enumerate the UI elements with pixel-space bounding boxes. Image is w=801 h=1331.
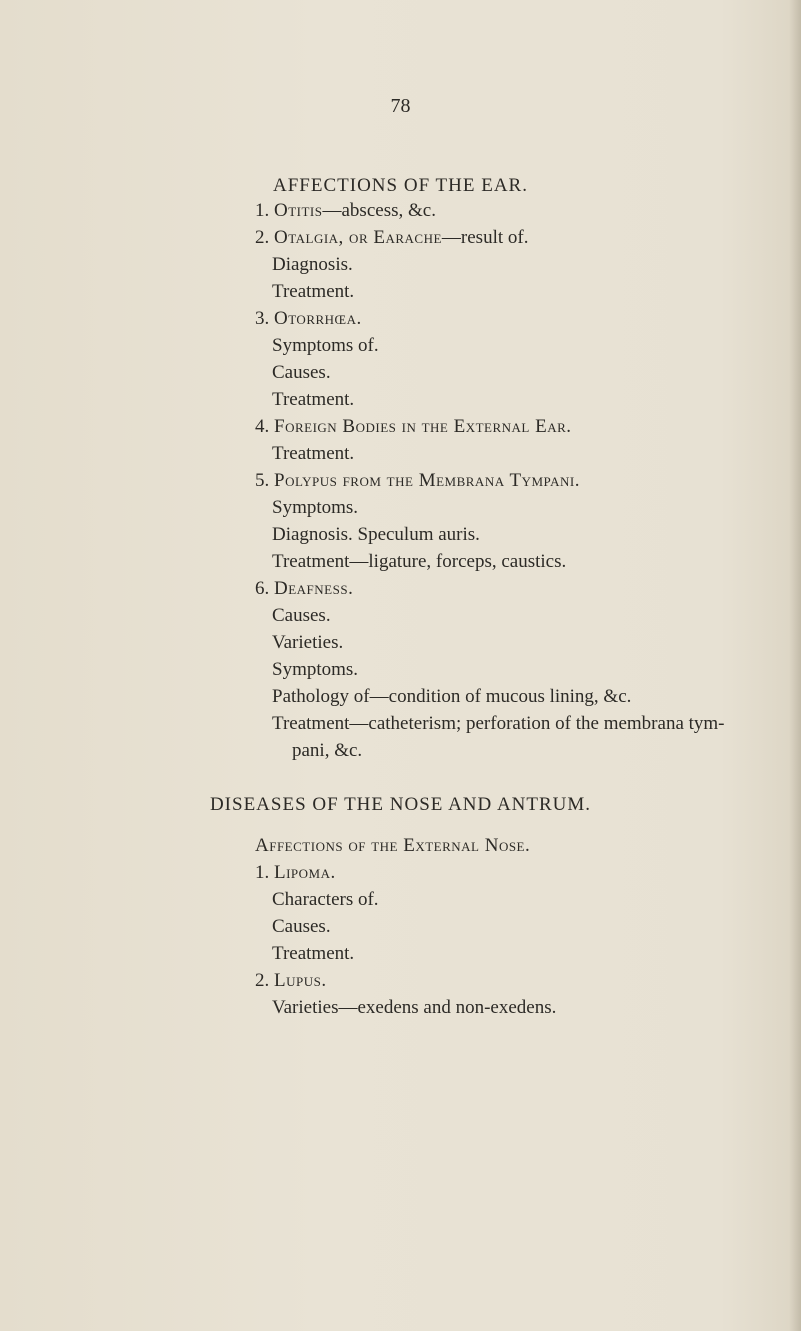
- sub-line: Varieties.: [272, 632, 344, 653]
- sub-line: Treatment.: [272, 281, 355, 302]
- entry-deafness: 6. Deafness.: [255, 578, 354, 599]
- sub-line: Treatment.: [272, 443, 355, 464]
- entry-lipoma: 1. Lipoma.: [255, 862, 336, 883]
- entry-otorrhoea: 3. Otorrhœa.: [255, 308, 362, 329]
- sub-line: Symptoms.: [272, 497, 359, 518]
- sub-line: Pathology of—condition of mucous lining, &c.: [272, 686, 632, 707]
- entry-otalgia: 2. Otalgia, or Earache—result of.: [255, 227, 529, 248]
- sub-line: Symptoms of.: [272, 335, 379, 356]
- entry-polypus: 5. Polypus from the Membrana Tympani.: [255, 470, 580, 491]
- sub-line: Varieties—exedens and non-exedens.: [272, 997, 557, 1018]
- sub-line: Causes.: [272, 362, 331, 383]
- sub-line: Characters of.: [272, 889, 379, 910]
- sub-line: Diagnosis. Speculum auris.: [272, 524, 480, 545]
- page-edge-shadow: [789, 0, 801, 1331]
- sub-line-continued: pani, &c.: [292, 740, 363, 761]
- section-title-ear: AFFECTIONS OF THE EAR.: [273, 175, 528, 196]
- subsection-title: Affections of the External Nose.: [255, 835, 531, 856]
- sub-line: Treatment.: [272, 389, 355, 410]
- sub-line: Diagnosis.: [272, 254, 353, 275]
- sub-line: Treatment—ligature, forceps, caustics.: [272, 551, 567, 572]
- sub-line: Treatment.: [272, 943, 355, 964]
- entry-otitis: 1. Otitis—abscess, &c.: [255, 200, 436, 221]
- sub-line: Treatment—catheterism; perforation of the membrana tym-: [272, 713, 725, 734]
- sub-line: Symptoms.: [272, 659, 359, 680]
- section-title-nose: DISEASES OF THE NOSE AND ANTRUM.: [209, 794, 592, 815]
- sub-line: Causes.: [272, 916, 331, 937]
- page-number: 78: [390, 95, 411, 117]
- entry-foreign-bodies: 4. Foreign Bodies in the External Ear.: [255, 416, 572, 437]
- entry-lupus: 2. Lupus.: [255, 970, 327, 991]
- sub-line: Causes.: [272, 605, 331, 626]
